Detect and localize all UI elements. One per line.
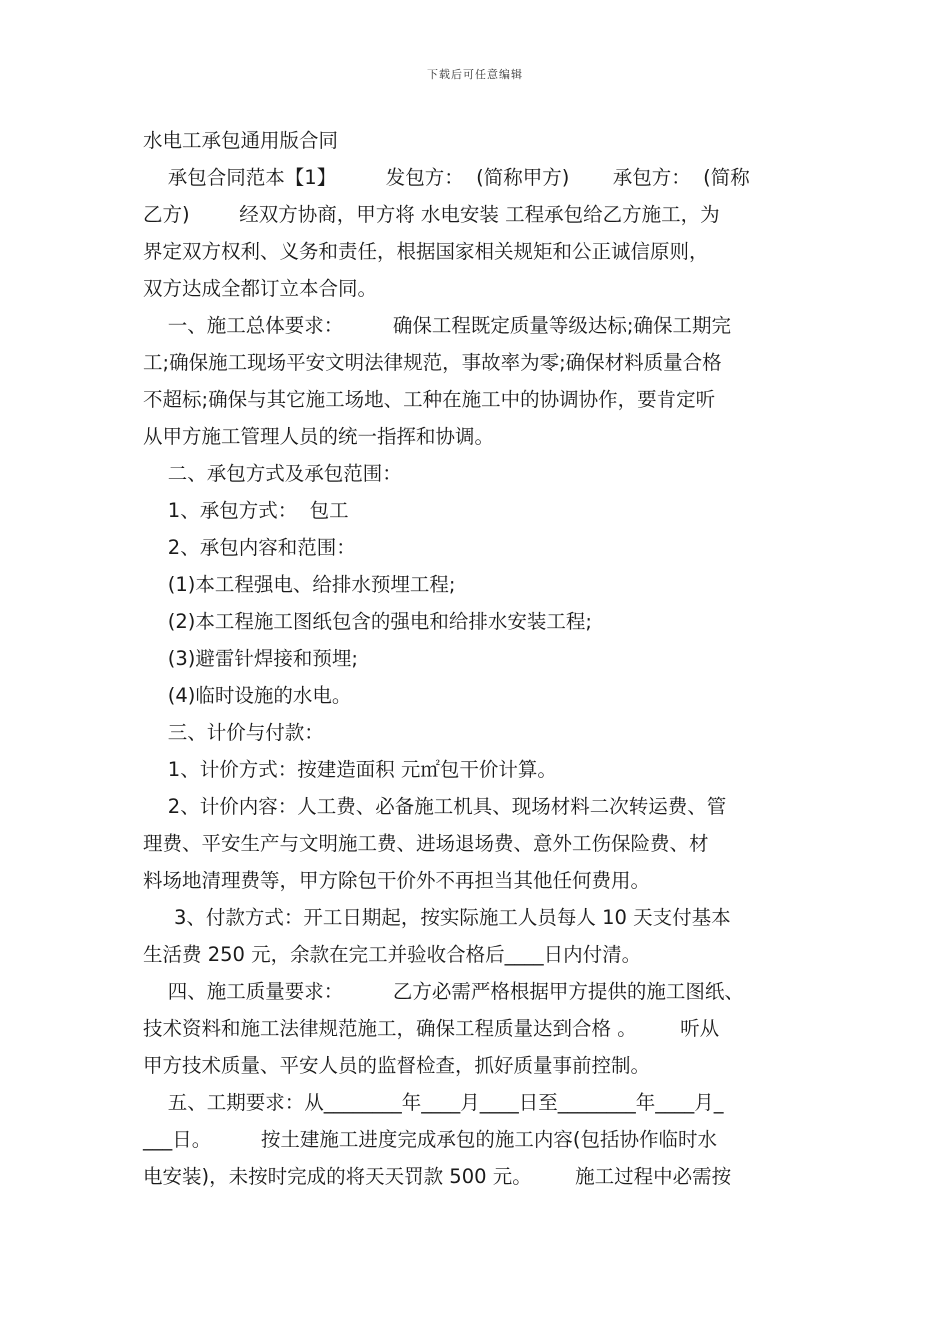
text-line: 双方达成全都订立本合同。 [143,277,378,300]
contract-body [143,122,811,1195]
contract-title: 水电工承包通用版合同 [143,129,339,152]
text-line: 界定双方权利、义务和责任，根据国家相关规矩和公正诚信原则， [143,240,709,263]
text-line: 甲方技术质量、平安人员的监督检查，抓好质量事前控制。 [143,1054,651,1077]
text-line: 不超标;确保与其它施工场地、工种在施工中的协调协作，要肯定听 [143,388,716,411]
text-line: 生活费 250 元，余款在完工并验收合格后____日内付清。 [143,943,642,966]
list-item: 3、付款方式：开工日期起，按实际施工人员每人 10 天支付基本 [143,906,731,929]
text-line: 电安装)，未按时完成的将天天罚款 500 元。 施工过程中必需按 [143,1165,732,1188]
text-line: 理费、平安生产与文明施工费、进场退场费、意外工伤保险费、材 [143,832,709,855]
section-heading: 一、施工总体要求： 确保工程既定质量等级达标;确保工期完 [143,314,731,337]
list-item: (1)本工程强电、给排水预埋工程; [143,573,456,596]
text-line: 工;确保施工现场平安文明法律规范，事故率为零;确保材料质量合格 [143,351,722,374]
list-item: (2)本工程施工图纸包含的强电和给排水安装工程; [143,610,592,633]
section-heading: 三、计价与付款： [143,721,324,744]
text-line: 从甲方施工管理人员的统一指挥和协调。 [143,425,495,448]
text-line: 乙方) 经双方协商，甲方将 水电安装 工程承包给乙方施工，为 [143,203,720,226]
list-item: 2、承包内容和范围： [143,536,356,559]
section-heading: 二、承包方式及承包范围： [143,462,402,485]
section-heading: 四、施工质量要求： 乙方必需严格根据甲方提供的施工图纸、 [143,980,744,1003]
section-heading: 五、工期要求：从________年____月____日至________年____月_ [143,1091,724,1114]
list-item: 1、承包方式： 包工 [143,499,349,522]
list-item: (4)临时设施的水电。 [143,684,352,707]
text-line: 技术资料和施工法律规范施工，确保工程质量达到合格 。 听从 [143,1017,720,1040]
page-header-note: 下载后可任意编辑 [427,68,523,81]
list-item: (3)避雷针焊接和预埋; [143,647,358,670]
list-item: 1、计价方式：按建造面积 元㎡包干价计算。 [143,758,557,781]
text-line: 承包合同范本【1】 发包方： (简称甲方) 承包方： (简称 [143,166,750,189]
text-line: ___日。 按土建施工进度完成承包的施工内容(包括协作临时水 [143,1128,717,1151]
text-line: 料场地清理费等，甲方除包干价外不再担当其他任何费用。 [143,869,651,892]
list-item: 2、计价内容：人工费、必备施工机具、现场材料二次转运费、管 [143,795,727,818]
